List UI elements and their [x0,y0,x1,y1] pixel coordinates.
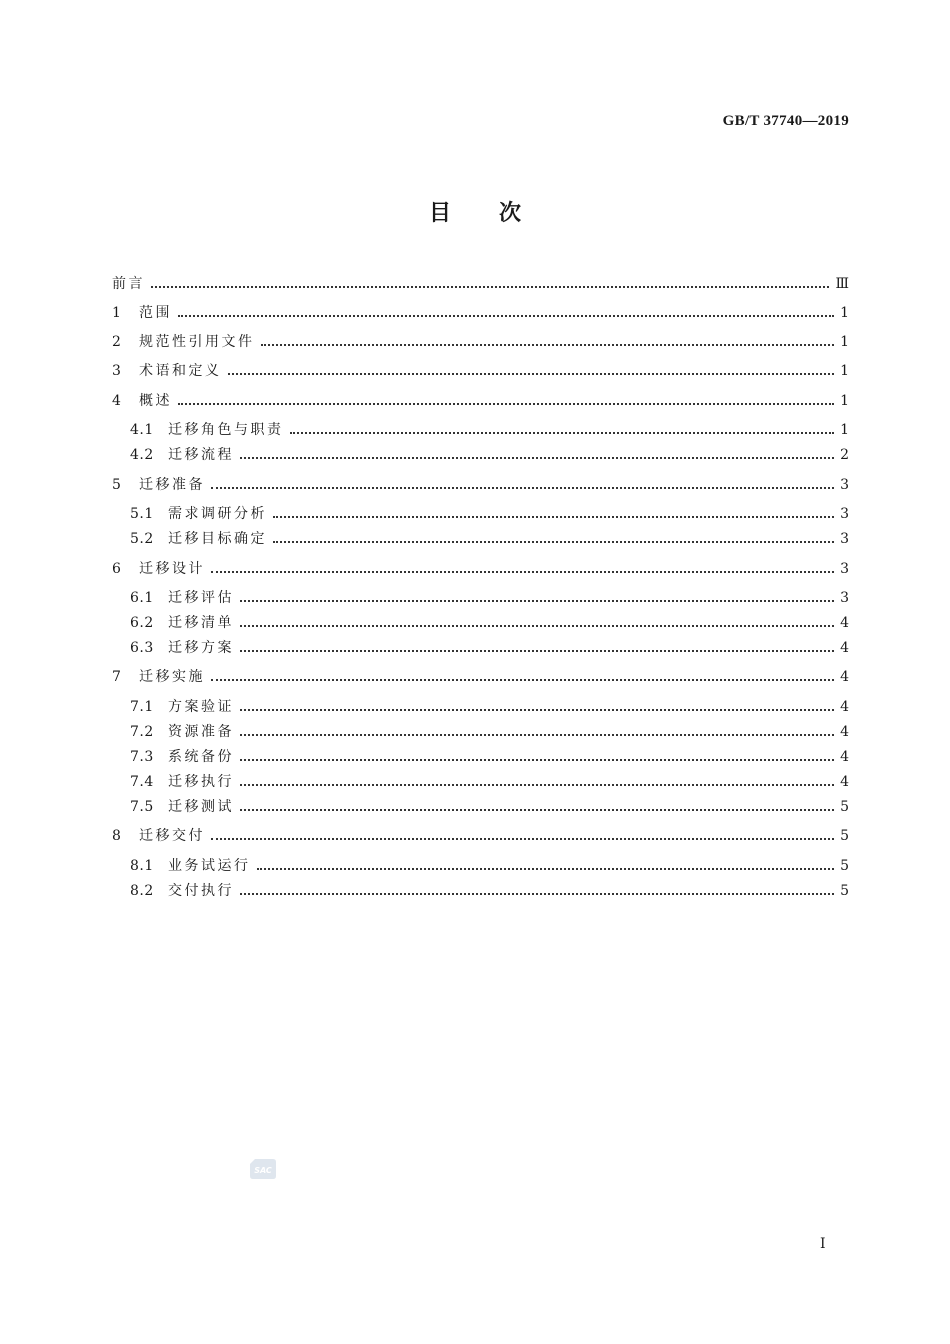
toc-entry-page: 4 [840,724,849,740]
toc-entry-page: 1 [840,363,849,379]
toc-entry-number: 8.1 [130,858,154,874]
toc-entry-page: 4 [840,749,849,765]
toc-entry-title: 业务试运行 [168,858,251,874]
toc-entry-page: 1 [840,393,849,409]
toc-entry-number: 5 [112,477,121,493]
dot-leader [178,314,834,317]
dot-leader [261,343,835,346]
toc-entry-number: 7.1 [130,699,154,715]
toc-entry-title: 迁移清单 [168,615,234,631]
toc-entry-number: 7.2 [130,724,154,740]
toc-entry-number: 7.4 [130,774,154,790]
toc-entry-number: 4.2 [130,447,154,463]
toc-entry[interactable] [112,613,849,633]
toc-entry-page: 5 [840,858,849,874]
toc-entry-number: 3 [112,363,121,379]
toc-entry-title: 前言 [112,276,145,292]
toc-entry[interactable] [112,475,849,495]
toc-entry-page: 3 [840,531,849,547]
dot-leader [240,783,834,786]
toc-entry-number: 6.2 [130,615,154,631]
dot-leader [290,431,835,434]
toc-entry-title: 系统备份 [168,749,234,765]
toc-entry-number: 2 [112,334,121,350]
toc-entry-number: 8.2 [130,883,154,899]
toc-entry-title: 范围 [139,305,172,321]
dot-leader [151,285,829,288]
toc-entry-title: 规范性引用文件 [139,334,255,350]
toc-entry-page: 1 [840,422,849,438]
dot-leader [240,892,834,895]
toc-entry-page: 3 [840,506,849,522]
dot-leader [240,456,834,459]
dot-leader [240,733,834,736]
toc-entry-page: 1 [840,334,849,350]
toc-entry[interactable] [112,722,849,742]
toc-entry[interactable] [112,303,849,323]
toc-entry[interactable] [112,881,849,901]
toc-entry-title: 迁移执行 [168,774,234,790]
toc-entry-page: 4 [840,774,849,790]
dot-leader [240,808,834,811]
toc-entry-page: 3 [840,477,849,493]
toc-entry-number: 5.2 [130,531,154,547]
toc-entry[interactable] [112,826,849,846]
dot-leader [211,570,834,573]
toc-entry-page: 3 [840,561,849,577]
dot-leader [211,837,834,840]
toc-entry[interactable] [112,274,849,294]
toc-entry[interactable] [112,797,849,817]
toc-entry[interactable] [112,445,849,465]
dot-leader [240,649,834,652]
toc-entry-title: 需求调研分析 [168,506,267,522]
toc-entry-page: 1 [840,305,849,321]
toc-entry[interactable] [112,588,849,608]
dot-leader [178,402,834,405]
dot-leader [240,708,834,711]
toc-entry-title: 迁移评估 [168,590,234,606]
toc-entry-number: 7.3 [130,749,154,765]
toc-entry-number: 6.3 [130,640,154,656]
toc-entry-page: 5 [840,883,849,899]
toc-title: 目次 [428,201,569,226]
toc-entry-title: 方案验证 [168,699,234,715]
toc-entry-page: 5 [840,828,849,844]
toc-entry[interactable] [112,391,849,411]
toc-entry-title: 迁移目标确定 [168,531,267,547]
standard-code: GB/T 37740—2019 [722,113,849,129]
toc-entry-title: 概述 [139,393,172,409]
toc-entry-page: 4 [840,640,849,656]
dot-leader [211,486,834,489]
toc-entry-number: 6.1 [130,590,154,606]
toc-entry[interactable] [112,529,849,549]
toc-entry-title: 迁移方案 [168,640,234,656]
dot-leader [240,599,834,602]
dot-leader [240,758,834,761]
toc-entry-number: 7 [112,669,121,685]
toc-entry-title: 迁移角色与职责 [168,422,284,438]
dot-leader [240,624,834,627]
toc-entry-page: Ⅲ [835,276,849,292]
toc-entry-title: 迁移流程 [168,447,234,463]
dot-leader [273,540,834,543]
toc-entry[interactable] [112,559,849,579]
toc-entry[interactable] [112,420,849,440]
toc-entry-number: 7.5 [130,799,154,815]
toc-entry-number: 8 [112,828,121,844]
toc-entry-number: 4.1 [130,422,154,438]
toc-entry-number: 4 [112,393,121,409]
toc-entry[interactable] [112,504,849,524]
toc-entry[interactable] [112,747,849,767]
toc-entry-page: 2 [840,447,849,463]
dot-leader [273,515,834,518]
page-number: I [820,1236,826,1252]
toc-entry-page: 4 [840,669,849,685]
toc-entry-page: 4 [840,615,849,631]
toc-entry-title: 迁移设计 [139,561,205,577]
toc-entry[interactable] [112,361,849,381]
toc-entry-page: 3 [840,590,849,606]
toc-entry-number: 5.1 [130,506,154,522]
dot-leader [211,678,834,681]
toc-entry-page: 5 [840,799,849,815]
toc-entry[interactable] [112,667,849,687]
toc-entry-number: 6 [112,561,121,577]
toc-entry[interactable] [112,638,849,658]
toc-entry-title: 术语和定义 [139,363,222,379]
toc-entry-title: 迁移测试 [168,799,234,815]
dot-leader [257,867,835,870]
toc-entry[interactable] [112,332,849,352]
toc-entry[interactable] [112,697,849,717]
toc-entry-title: 迁移交付 [139,828,205,844]
sac-logo-icon [249,1157,277,1181]
toc-entry[interactable] [112,856,849,876]
toc-entry-title: 资源准备 [168,724,234,740]
toc-entry-title: 迁移实施 [139,669,205,685]
toc-entry-page: 4 [840,699,849,715]
toc-entry-number: 1 [112,305,121,321]
toc-entry[interactable] [112,772,849,792]
svg-text:SAC: SAC [254,1166,272,1175]
toc-entry-title: 交付执行 [168,883,234,899]
toc-entry-title: 迁移准备 [139,477,205,493]
dot-leader [228,372,835,375]
